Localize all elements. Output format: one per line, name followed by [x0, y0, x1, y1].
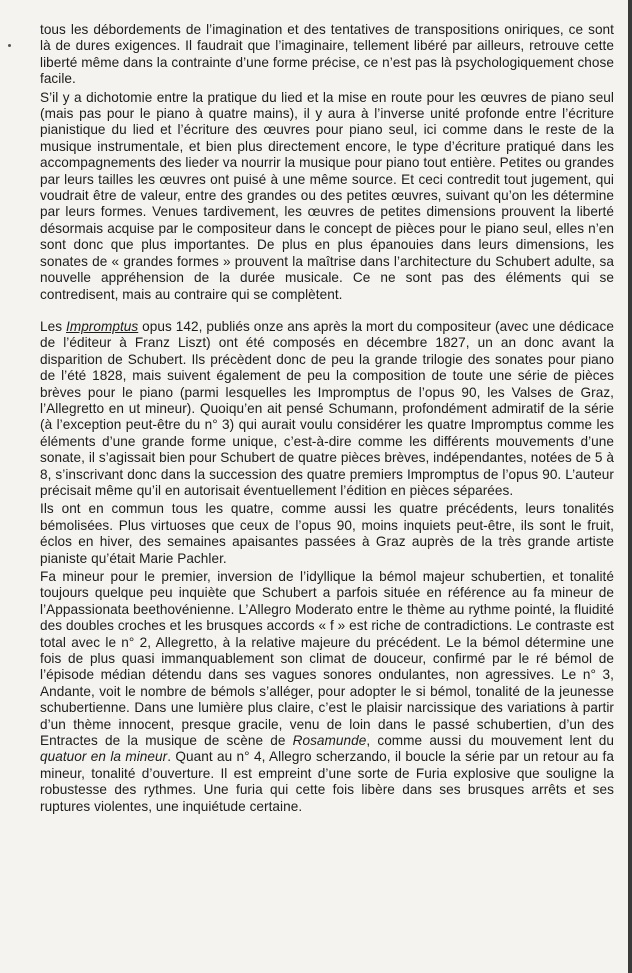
text-run: Les [40, 318, 66, 334]
margin-mark [8, 44, 11, 47]
text-run: . Quant au n° 4, Allegro scherzando, il boucle la série par un retour au fa mineur, tonalité d’ouverture. Il est empreint d’une sorte de Furia explosive que souligne la robustesse des rythmes. Une furia qui cette fois libère dans ses brusques arrêts et ses ruptures violentes, une inquiétude certaine. [40, 749, 614, 814]
rosamunde-title: Rosamunde [292, 733, 367, 749]
paragraph-dichotomie: S’il y a dichotomie entre la pratique du lied et la mise en route pour les œuvres de piano seul (mais pas pour le piano à quatre mains), il y aura à l’inverse unité profonde entre l’écriture pianistique du lied et l’écriture des œuvres pour piano seul, ici comme dans le reste de la musique instrumentale, et bien plus directement encore, le type d’écriture pratiqué dans les accompagnements des lieder va nourrir la musique pour piano tout entière. Petites ou grandes par leurs tailles les œuvres ont puisé à une même source. Et ceci contredit tout jugement, qui voudrait être de valeur, entre des grandes ou des petites œuvres, suivant qu’on les détermine par leurs formes. Venues tardivement, les œuvres de petites dimensions prouvent la liberté désormais acquise par le compositeur dans le concept de pièces pour le piano seul, elles n’en sont donc que plus importantes. De plus en plus épanouies dans leurs dimensions, les sonates de « grandes formes » prouvent la maîtrise dans l’architecture du Schubert adulte, sa nouvelle appréhension de la durée musicale. Ce ne sont pas des éléments qui se contredisent, mais au contraire qui se complètent. [40, 89, 614, 302]
paragraph-impromptus [40, 319, 614, 499]
text-run: , comme aussi du mouvement lent du [366, 733, 614, 749]
impromptus-title: Impromptus [66, 318, 139, 334]
text-run: opus 142, publiés onze ans après la mort du compositeur (avec une dédicace de l’éditeur à Franz Liszt) ont été composés en décembre 1827, un an donc avant la disparition de Schubert. Ils précèdent donc de peu la grande trilogie des sonates pour piano de l’été 1828, mais suivent également de peu la composition de toute une série de pièces brèves pour le piano (parmi lesquelles les Impromptus de l’opus 90, les Valses de Graz, l’Allegretto en ut mineur). Quoiqu’en ait pensé Schumann, profondément admiratif de la série (à l’exception peut-être du n° 3) qui aurait voulu considérer les quatre Impromptus comme les éléments d’une grande forme unique, c’est-à-dire comme les différents mouvements d’une sonate, il s’agissait bien pour Schubert de quatre pièces brèves, indépendantes, notées de 5 à 8, s’inscrivant donc dans la succession des quatre premiers Impromptus de l’opus 90. L’auteur précisait même qu’il en autorisait éventuellement l’édition en pièces séparées. [40, 318, 614, 498]
paragraph-intro: tous les débordements de l’imagination et des tentatives de transpositions oniriques, ce sont là de dures exigences. Il faudrait que l’imaginaire, tellement libéré par ailleurs, retrouve cette liberté même dans la contrainte d’une forme précise, ce n’est pas là psychologiquement chose facile. [40, 22, 614, 87]
paragraph-analyse [40, 569, 614, 815]
page-edge [628, 0, 632, 973]
paragraph-tonalites: Ils ont en commun tous les quatre, comme aussi les quatre précédents, leurs tonalités bémolisées. Plus virtuoses que ceux de l’opus 90, moins inquiets peut-être, ils sont le fruit, éclos en hiver, des semaines apaisantes passées à Graz auprès de la très grande artiste pianiste qu’était Marie Pachler. [40, 501, 614, 566]
text-run: Fa mineur pour le premier, inversion de l’idyllique la bémol majeur schubertien, et tonalité toujours quelque peu inquiète que Schubert a parfois située en référence au fa mineur de l’Appassionata beethovénienne. L’Allegro Moderato entre le thème au rythme pointé, la fluidité des doubles croches et les brusques accords « f » est riche de contradictions. Le contraste est total avec le n° 2, Allegretto, à la relative majeure du précédent. Le la bémol détermine une fois de plus quasi immanquablement son climat de douceur, confirmé par le ré bémol de l’épisode médian détendu dans ses vagues sonores ondulantes, non agressives. Le n° 3, Andante, voit le nombre de bémols s’alléger, pour adopter le si bémol, tonalité de la jeunesse schubertienne. Dans une lumière plus claire, c’est le plaisir narcissique des variations à partir d’un thème innocent, presque gracile, venu de loin dans le passé schubertien, d’un des Entractes de la musique de scène de [40, 569, 614, 749]
quatuor-title: quatuor en la mineur [40, 749, 168, 765]
